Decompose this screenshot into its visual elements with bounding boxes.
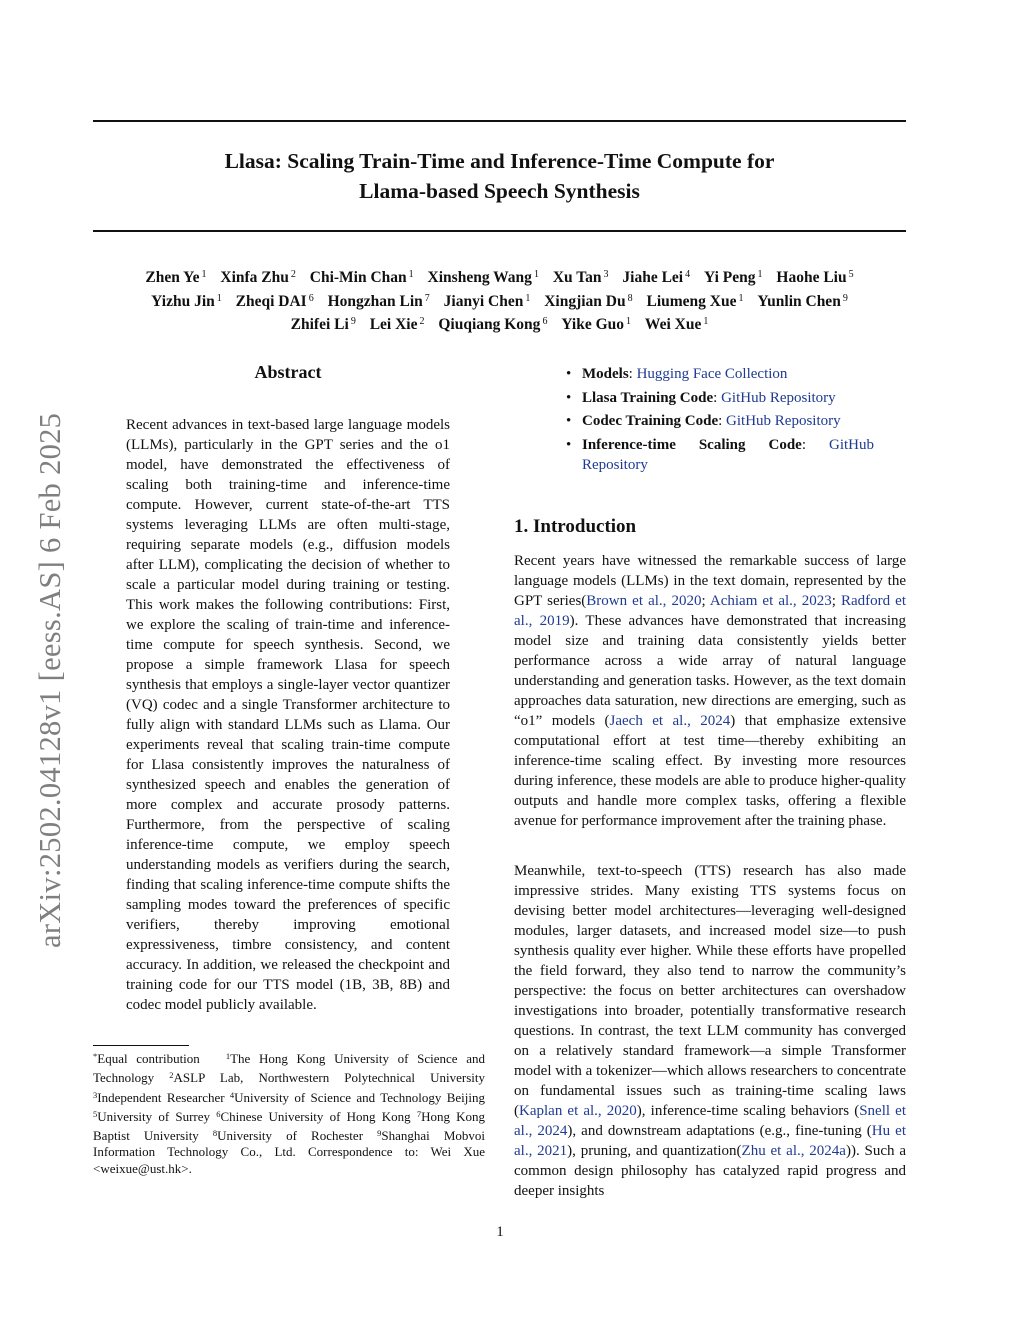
author-name-text: Zheqi DAI: [235, 292, 307, 310]
affiliation-footnote: [93, 1048, 485, 1177]
author-name: [145, 269, 206, 286]
aff-mark: 3: [93, 1089, 98, 1100]
resource-link[interactable]: Hugging Face Collection: [636, 366, 788, 382]
affiliation: Chinese University of Hong Kong: [220, 1108, 411, 1124]
abstract-text: Recent advances in text-based large language models (LLMs), particularly in the GPT series and the o1 model, have demonstrated the effectiveness of scaling both training-time and inference-time compute. However, current state-of-the-art TTS systems leveraging LLMs are often multi-stage, requiring separate models (e.g., diffusion models after LLM), complicating the decision of whether to scale a particular model during training or testing. This work makes the following contributions: First, we explore the scaling of train-time and inference-time compute for speech synthesis. Second, we propose a simple framework Llasa for speech synthesis that employs a single-layer vector quantizer (VQ) codec and a single Transformer architecture to fully align with standard LLMs such as Llama. Our experiments reveal that scaling train-time compute for Llasa consistently improves the naturalness of synthesized speech and enables the generation of more complex and accurate prosody patterns. Furthermore, from the perspective of scaling inference-time compute, we employ speech understanding models as verifiers during the search, finding that scaling inference-time compute shifts the sampling modes toward the preferences of specific verifiers, thereby improving emotional expressiveness, timbre consistency, and content accuracy. In addition, we released the checkpoint and training code for our TTS model (1B, 3B, 8B) and codec model publicly available.: [126, 417, 450, 1013]
author-name: [370, 316, 425, 333]
author-name: [438, 316, 547, 333]
introduction-paragraph-1: [514, 551, 906, 831]
author-name-text: Xinfa Zhu: [220, 269, 289, 286]
author-name: [444, 293, 531, 310]
author-affiliation-mark: 9: [350, 316, 356, 327]
author-name: [645, 316, 708, 333]
author-name-text: Chi-Min Chan: [309, 269, 407, 286]
author-affiliation-mark: 1: [757, 269, 763, 280]
aff-mark: 2: [169, 1070, 174, 1081]
author-affiliation-mark: 7: [424, 292, 430, 304]
aff-mark: 6: [216, 1108, 221, 1119]
bullet-icon: •: [566, 436, 572, 453]
bullet-icon: •: [566, 389, 572, 406]
paragraph-text: )). Such a common design philosophy has catalyzed rapid progress and deeper insights: [514, 1143, 906, 1199]
author-affiliation-mark: 1: [216, 292, 222, 304]
aff-mark: 8: [212, 1128, 218, 1139]
paragraph-text: Meanwhile, text-to-speech (TTS) research has also made impressive strides. Many existing TTS systems focus on devising better model architectures—leveraging well-designed modules, larger datasets, and increased model size—to push synthesis quality ever higher. While these efforts have propelled the field forward, they also tend to narrow the community’s perspective: the focus on better architectures can overshadow investigations into broader, potentially transformative research questions. In contrast, the text LLM community has converged on a relatively standard framework—a simple Transformer model with a tokenizer—which allows researchers to concentrate on fundamental issues such as training-time scaling laws (: [514, 863, 906, 1119]
aff-mark: 1: [225, 1051, 231, 1061]
author-affiliation-mark: 8: [627, 292, 633, 304]
title-bottom-rule: [93, 230, 906, 232]
citation-link[interactable]: Hu et al., 2021: [514, 1123, 906, 1159]
resource-separator: :: [628, 366, 637, 382]
author-affiliation-mark: 4: [685, 269, 691, 280]
author-affiliation-mark: 1: [533, 269, 539, 280]
author-name: [776, 269, 853, 286]
paragraph-text: ;: [831, 593, 841, 609]
author-name: [757, 293, 847, 310]
affiliation: ASLP Lab, Northwestern Polytechnical University: [173, 1070, 485, 1086]
abstract-heading: Abstract: [254, 362, 322, 382]
author-name-text: Liumeng Xue: [646, 292, 737, 310]
author-name-text: Qiuqiang Kong: [438, 316, 541, 333]
resource-link-item: [564, 364, 874, 385]
title-line-1: Llasa: Scaling Train-Time and Inference-Time Compute for: [224, 149, 775, 173]
resource-label: Codec Training Code: [582, 413, 719, 429]
resource-label: Models: [582, 366, 629, 382]
resource-label: Inference-time Scaling Code: [582, 436, 802, 453]
footnote-rule: [93, 1045, 189, 1046]
author-affiliation-mark: 1: [525, 292, 531, 304]
author-name: [553, 269, 609, 286]
affiliation: University of Science and Technology Beijing: [234, 1089, 485, 1105]
author-name-text: Yizhu Jin: [151, 292, 215, 310]
aff-mark: 5: [93, 1108, 98, 1119]
author-name: [291, 316, 356, 333]
author-affiliation-mark: 1: [703, 316, 709, 327]
author-affiliation-mark: 3: [603, 269, 609, 280]
equal-contribution-note: Equal contribution: [97, 1051, 200, 1066]
resource-link-item: [564, 388, 874, 409]
affiliation: Independent Researcher: [97, 1089, 225, 1105]
author-affiliation-mark: 9: [842, 292, 848, 304]
author-name: [428, 269, 539, 286]
citation-link[interactable]: Brown et al., 2020: [586, 593, 702, 609]
author-name-text: Lei Xie: [369, 316, 418, 333]
author-name-text: Haohe Liu: [776, 269, 847, 286]
paragraph-text: ), and downstream adaptations (e.g., fine-tuning (: [567, 1123, 872, 1139]
resource-link-item: [564, 411, 874, 432]
author-affiliation-mark: 6: [308, 292, 314, 304]
paragraph-text: Recent years have witnessed the remarkable success of large language models (LLMs) in the text domain, represented by the GPT series(: [514, 553, 906, 609]
introduction-paragraph-2: [514, 861, 906, 1201]
citation-link[interactable]: Snell et al., 2024: [514, 1103, 906, 1139]
author-name-text: Yike Guo: [561, 316, 625, 333]
author-name: [328, 293, 430, 310]
author-name-text: Jianyi Chen: [443, 292, 524, 310]
bullet-icon: •: [566, 366, 572, 382]
author-name: [647, 293, 744, 310]
affiliation: The Hong Kong University of Science and Technology: [93, 1051, 486, 1086]
paragraph-text: ), pruning, and quantization(: [567, 1143, 742, 1159]
aff-mark: 7: [416, 1108, 422, 1119]
paragraph-text: ), inference-time scaling behaviors (: [636, 1103, 860, 1119]
affiliation: University of Surrey: [97, 1108, 211, 1124]
resource-separator: :: [801, 436, 830, 453]
introduction-heading: 1. Introduction: [514, 516, 637, 537]
affiliation: University of Rochester: [217, 1128, 364, 1144]
bullet-icon: •: [566, 413, 572, 429]
aff-mark: 9: [377, 1128, 382, 1139]
resource-link[interactable]: GitHub Repository: [582, 436, 875, 473]
author-name-text: Xingjian Du: [544, 292, 626, 310]
author-name-text: Zhen Ye: [145, 269, 200, 286]
affiliation: Hong Kong Baptist University: [93, 1108, 486, 1144]
resource-link-item: [564, 435, 874, 476]
title-line-2: Llama-based Speech Synthesis: [359, 179, 640, 203]
resource-link[interactable]: GitHub Repository: [726, 413, 841, 429]
paragraph-text: ) that emphasize extensive computational effort at test time—thereby exhibiting an inference-time scaling effect. By investing more resources during inference, these models are able to produce higher-quality outputs and handle more complex tasks, offering a flexible avenue for performance improvement after the training phase.: [514, 713, 907, 829]
author-name-text: Jiahe Lei: [622, 269, 684, 286]
resource-links-list: [564, 364, 874, 479]
paragraph-text: ). These advances have demonstrated that increasing model size and training data consistently yields better performance across a wide array of natural language understanding and generation tasks. However, as the text domain approaches data saturation, new directions are emerging, such as “o1” models (: [514, 613, 907, 729]
author-name-text: Zhifei Li: [290, 316, 349, 333]
author-name: [622, 269, 690, 286]
resource-label: Llasa Training Code: [582, 389, 714, 406]
author-name: [704, 269, 763, 286]
correspondence-note: Correspondence to: Wei Xue <weixue@ust.hk>.: [93, 1144, 485, 1176]
author-name-text: Xinsheng Wang: [427, 269, 532, 286]
resource-separator: :: [713, 389, 722, 406]
author-affiliation-mark: 1: [738, 292, 744, 304]
author-name: [544, 293, 632, 310]
author-name-text: Wei Xue: [644, 316, 702, 333]
aff-mark: 4: [229, 1089, 235, 1100]
author-name-text: Yunlin Chen: [757, 292, 841, 310]
author-name: [151, 293, 222, 310]
citation-link[interactable]: Kaplan et al., 2020: [519, 1103, 637, 1119]
author-name: [561, 316, 631, 333]
arxiv-identifier[interactable]: arXiv:2502.04128v1 [eess.AS] 6 Feb 2025: [33, 412, 67, 948]
author-name-text: Xu Tan: [552, 269, 602, 286]
author-affiliation-mark: 2: [419, 316, 425, 327]
author-affiliation-mark: 5: [848, 269, 854, 280]
citation-link[interactable]: Radford et al., 2019: [514, 593, 906, 629]
resource-link[interactable]: GitHub Repository: [721, 389, 836, 406]
author-affiliation-mark: 1: [408, 269, 414, 280]
author-affiliation-mark: 1: [201, 269, 207, 280]
paragraph-text: ;: [701, 593, 710, 609]
citation-link[interactable]: Achiam et al., 2023: [709, 593, 832, 609]
author-name: [220, 269, 296, 286]
author-affiliation-mark: 6: [542, 316, 548, 327]
paper-title: [93, 146, 906, 206]
author-affiliation-mark: 2: [290, 269, 296, 280]
citation-link[interactable]: Jaech et al., 2024: [609, 713, 731, 729]
page-number: 1: [496, 1224, 504, 1240]
author-affiliation-mark: 1: [626, 316, 632, 327]
footnote-mark: *: [93, 1051, 98, 1061]
citation-link[interactable]: Zhu et al., 2024a: [741, 1143, 846, 1159]
top-rule: [93, 120, 906, 122]
author-list: [93, 265, 906, 336]
resource-separator: :: [718, 413, 727, 429]
author-name-text: Yi Peng: [703, 269, 756, 286]
author-name: [310, 269, 414, 286]
affiliation: Shanghai Mobvoi Information Technology Co., Ltd.: [93, 1128, 486, 1160]
author-name: [236, 293, 314, 310]
author-name-text: Hongzhan Lin: [327, 292, 423, 310]
